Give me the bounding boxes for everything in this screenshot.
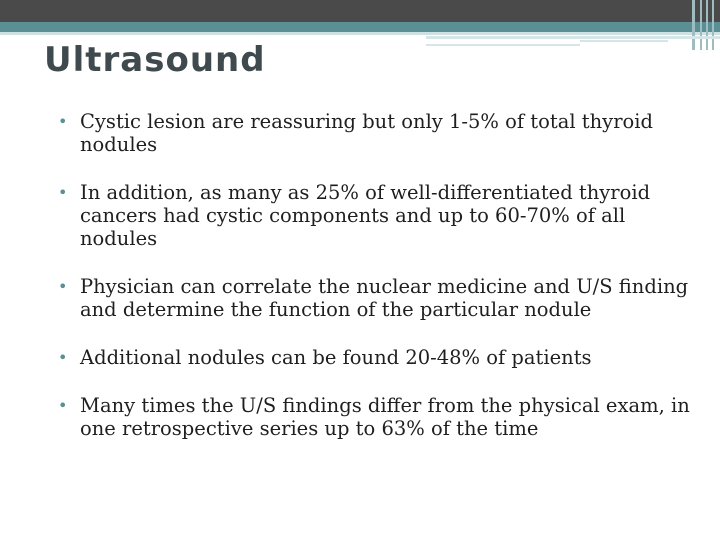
bullet-text: Cystic lesion are reassuring but only 1-5% of total thyroid nodules (80, 110, 653, 156)
bullet-text: Many times the U/S findings differ from the physical exam, in one retrospective series up to 63% of the time (80, 394, 690, 440)
decorative-stripe (700, 0, 702, 50)
bullet-icon: • (58, 277, 68, 296)
decorative-stripe (692, 0, 695, 50)
slide-title: Ultrasound (44, 40, 266, 80)
header-bar-teal (0, 22, 720, 32)
bullet-item (58, 181, 698, 250)
decorative-stripe (706, 0, 708, 50)
bullet-text: Additional nodules can be found 20-48% of patients (80, 346, 592, 369)
bullet-icon: • (58, 112, 68, 131)
decorative-line (580, 40, 668, 42)
header-bar-dark (0, 0, 720, 22)
decorative-stripe (712, 0, 714, 50)
bullet-item (58, 394, 698, 440)
bullet-text: Physician can correlate the nuclear medicine and U/S finding and determine the function of the particular nodule (80, 275, 689, 321)
decorative-line (426, 44, 580, 46)
bullet-item (58, 110, 698, 156)
bullet-list (58, 110, 698, 440)
bullet-icon: • (58, 396, 68, 415)
bullet-text: In addition, as many as 25% of well-differentiated thyroid cancers had cystic components and up to 60-70% of all nodules (80, 181, 651, 250)
bullet-icon: • (58, 183, 68, 202)
decorative-line (426, 36, 720, 39)
header-bar-light (0, 32, 720, 35)
bullet-item (58, 346, 698, 369)
bullet-item (58, 275, 698, 321)
bullet-icon: • (58, 348, 68, 367)
